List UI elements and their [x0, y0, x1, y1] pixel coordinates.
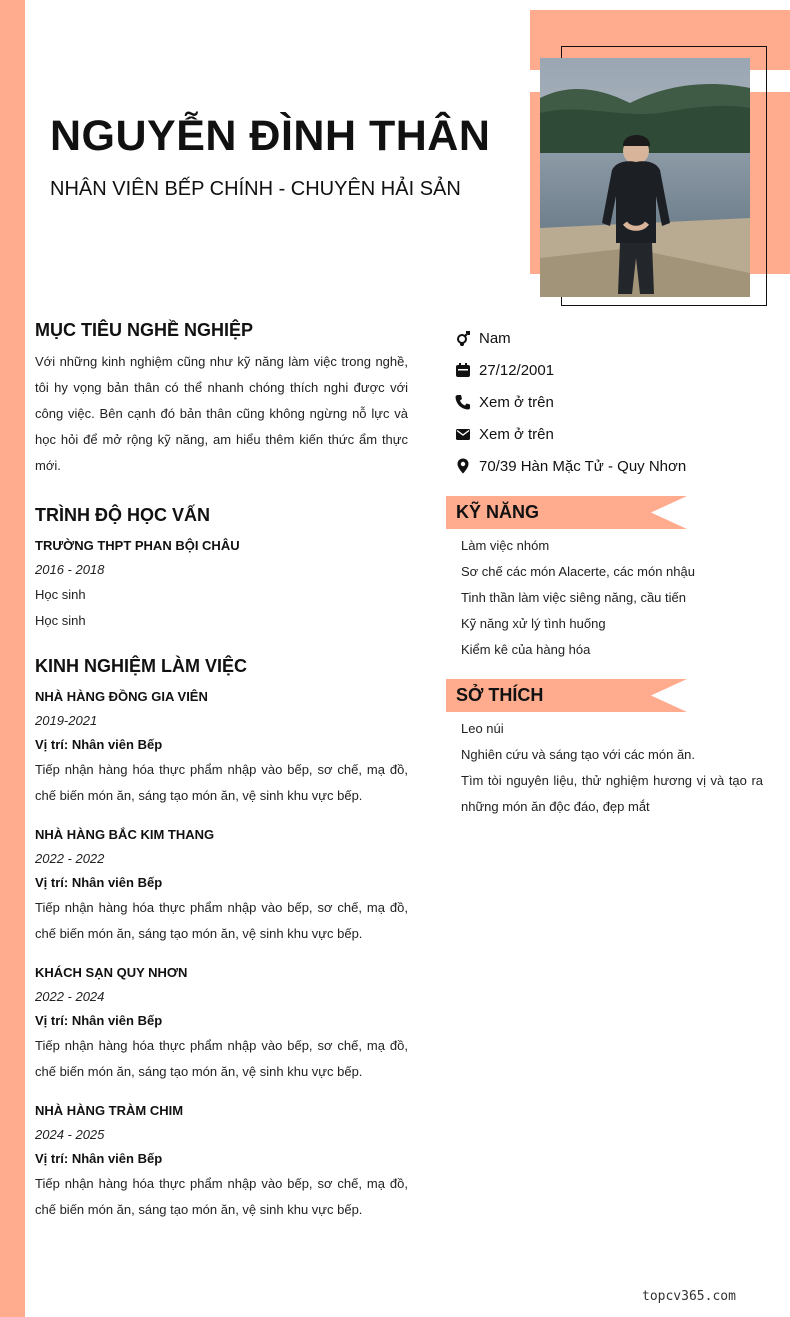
phone-icon [455, 394, 471, 410]
gender-value: Nam [479, 329, 511, 347]
skills-heading: KỸ NĂNG [456, 502, 540, 522]
job-description: Tiếp nhận hàng hóa thực phẩm nhập vào bếp, sơ chế, mạ đồ, chế biến món ăn, sáng tạo món ăn, vệ sinh khu vực bếp. [35, 1038, 408, 1079]
job-description: Tiếp nhận hàng hóa thực phẩm nhập vào bếp, sơ chế, mạ đồ, chế biến món ăn, sáng tạo món ăn, vệ sinh khu vực bếp. [35, 1176, 408, 1217]
contact-gender [455, 322, 775, 354]
left-accent-bar [0, 0, 25, 1317]
job-title: NHÂN VIÊN BẾP CHÍNH - CHUYÊN HẢI SẢN [50, 178, 461, 200]
job-entry [35, 1099, 408, 1223]
skill-item: Sơ chế các món Alacerte, các món nhậu [461, 564, 695, 579]
experience-heading: KINH NGHIỆM LÀM VIỆC [35, 656, 248, 676]
contact-email [455, 418, 775, 450]
education-heading: TRÌNH ĐỘ HỌC VẤN [35, 505, 210, 525]
skill-item: Tinh thần làm việc siêng năng, cầu tiến [461, 590, 686, 605]
education-line: Học sinh [35, 613, 86, 628]
skill-item: Kiểm kê của hàng hóa [461, 642, 591, 657]
address-value: 70/39 Hàn Mặc Tử - Quy Nhơn [479, 457, 687, 475]
education-entry [35, 534, 408, 634]
job-period: 2022 - 2024 [35, 989, 105, 1004]
job-period: 2019-2021 [35, 713, 98, 728]
contact-info [455, 322, 775, 482]
job-period: 2022 - 2022 [35, 851, 105, 866]
job-description: Tiếp nhận hàng hóa thực phẩm nhập vào bếp, sơ chế, mạ đồ, chế biến món ăn, sáng tạo món ăn, vệ sinh khu vực bếp. [35, 762, 408, 803]
birthday-value: 27/12/2001 [479, 361, 555, 379]
hobbies-heading: SỞ THÍCH [456, 685, 544, 705]
contact-address [455, 450, 775, 482]
candidate-name: NGUYỄN ĐÌNH THÂN [50, 112, 491, 160]
job-entry [35, 961, 408, 1085]
experience-list [35, 685, 408, 1223]
hobby-item: Leo núi [461, 721, 504, 736]
hobbies-ribbon [446, 679, 687, 712]
left-column [35, 320, 408, 1237]
education-line: Học sinh [35, 587, 86, 602]
job-position: Vị trí: Nhân viên Bếp [35, 737, 163, 752]
watermark: topcv365.com [642, 1289, 736, 1304]
contact-birthday [455, 354, 775, 386]
company-name: NHÀ HÀNG ĐỒNG GIA VIÊN [35, 689, 208, 704]
hobby-item: Tìm tòi nguyên liệu, thử nghiệm hương vị và tạo ra những món ăn độc đáo, đẹp mắt [461, 773, 763, 814]
skill-item: Kỹ năng xử lý tình huống [461, 616, 606, 631]
email-value: Xem ở trên [479, 425, 554, 443]
job-description: Tiếp nhận hàng hóa thực phẩm nhập vào bếp, sơ chế, mạ đồ, chế biến món ăn, sáng tạo món ăn, vệ sinh khu vực bếp. [35, 900, 408, 941]
job-period: 2024 - 2025 [35, 1127, 105, 1142]
education-period: 2016 - 2018 [35, 562, 105, 577]
job-position: Vị trí: Nhân viên Bếp [35, 1013, 163, 1028]
phone-value: Xem ở trên [479, 393, 554, 411]
skills-ribbon [446, 496, 687, 529]
job-position: Vị trí: Nhân viên Bếp [35, 1151, 163, 1166]
objective-text: Với những kinh nghiệm cũng như kỹ năng làm việc trong nghề, tôi hy vọng bản thân có thể nhanh chóng thích nghi được với công việc. Bên cạnh đó bản thân cũng không ngừng nỗ lực và học hỏi để mở rộng kỹ năng, am hiểu thêm kiến thức ẩm thực mới. [35, 354, 408, 473]
contact-phone [455, 386, 775, 418]
email-icon [455, 426, 471, 442]
company-name: NHÀ HÀNG TRÀM CHIM [35, 1103, 184, 1118]
school-name: TRƯỜNG THPT PHAN BỘI CHÂU [35, 538, 240, 553]
job-entry [35, 685, 408, 809]
hobby-item: Nghiên cứu và sáng tạo với các món ăn. [461, 747, 696, 762]
hobbies-list [461, 716, 763, 820]
company-name: KHÁCH SẠN QUY NHƠN [35, 965, 188, 980]
job-position: Vị trí: Nhân viên Bếp [35, 875, 163, 890]
skill-item: Làm việc nhóm [461, 538, 550, 553]
calendar-icon [455, 362, 471, 378]
job-entry [35, 823, 408, 947]
profile-photo [540, 58, 750, 297]
skills-list [461, 533, 771, 663]
objective-heading: MỤC TIÊU NGHỀ NGHIỆP [35, 320, 254, 340]
gender-icon [455, 330, 471, 346]
location-icon [455, 458, 471, 474]
company-name: NHÀ HÀNG BẮC KIM THANG [35, 827, 215, 842]
